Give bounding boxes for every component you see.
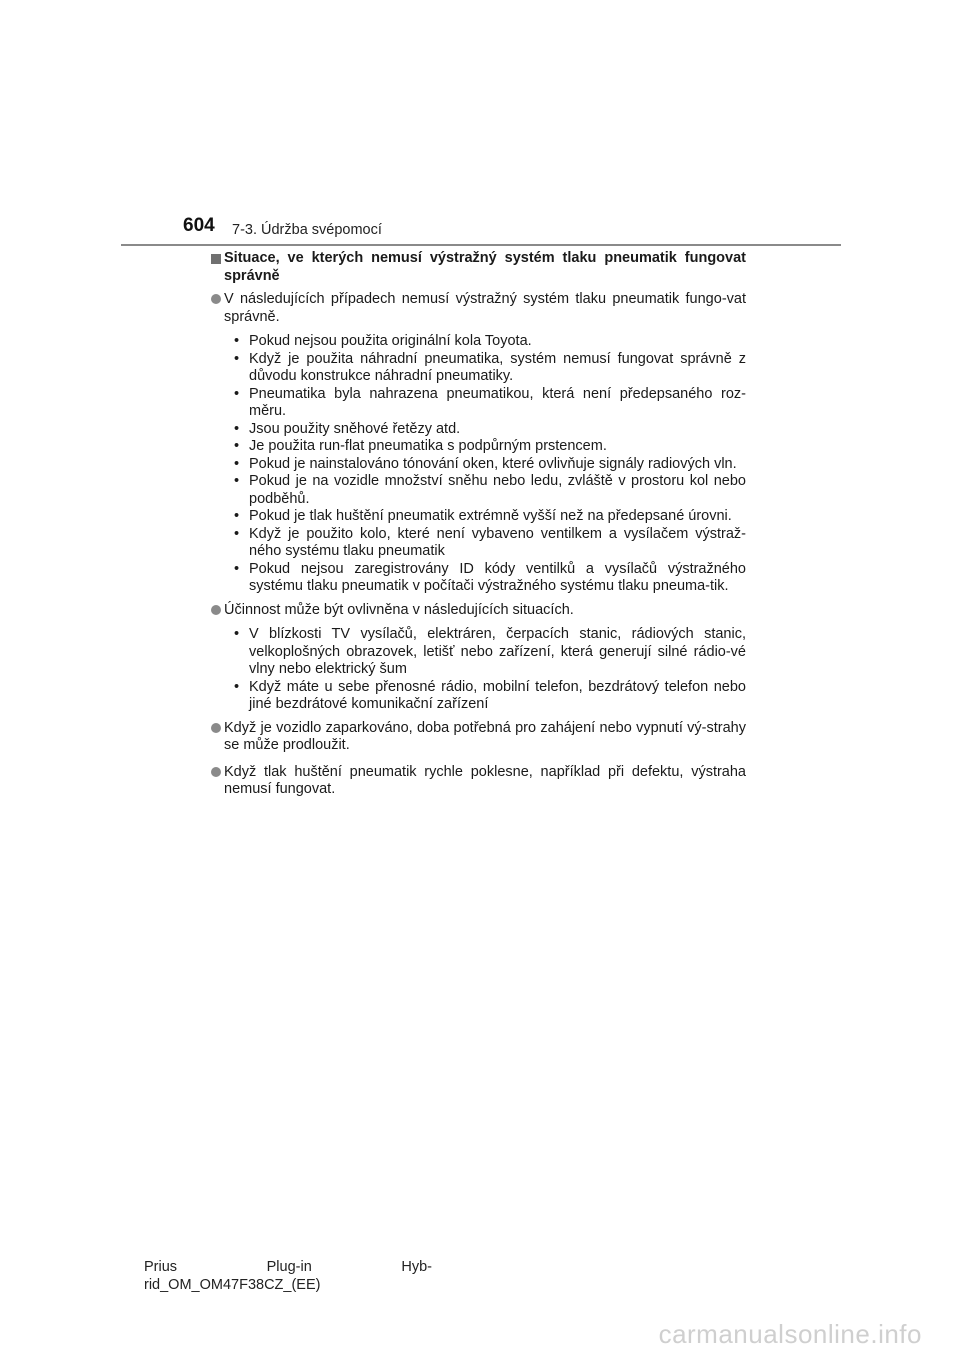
bullet-item: • Pokud je na vozidle množství sněhu nebo ledu, zvláště v prostoru kol nebo podběhů. xyxy=(211,473,746,508)
square-marker-icon xyxy=(211,254,221,264)
circle-bullet-icon xyxy=(211,723,221,733)
bullet-list xyxy=(211,626,746,714)
header-rule xyxy=(121,244,841,246)
bullet-item: • Pokud je nainstalováno tónování oken, které ovlivňuje signály radiových vln. xyxy=(211,456,746,474)
footer-line-1 xyxy=(144,1258,432,1276)
page-number: 604 xyxy=(183,215,215,236)
footer-word: Prius xyxy=(144,1259,178,1275)
list-item xyxy=(211,720,746,755)
bullet-item: • Pokud je tlak huštění pneumatik extrémně vyšší než na předepsané úrovni. xyxy=(211,508,746,526)
bullet-item: • Pneumatika byla nahrazena pneumatikou, která není předepsaného roz-měru. xyxy=(211,386,746,421)
watermark: carmanualsonline.info xyxy=(658,1319,922,1349)
item-text: Účinnost může být ovlivněna v následujících situacích. xyxy=(224,601,574,618)
item-text: Když je vozidlo zaparkováno, doba potřebná pro zahájení nebo vypnutí vý-strahy se může prodloužit. xyxy=(224,719,746,753)
circle-bullet-icon xyxy=(211,767,221,777)
footer-line-2: rid_OM_OM47F38CZ_(EE) xyxy=(144,1277,321,1293)
circle-bullet-icon xyxy=(211,605,221,615)
bullet-item: • Když je použito kolo, které není vybaveno ventilkem a vysílačem výstraž-ného systému tlaku pneumatik xyxy=(211,526,746,561)
main-content xyxy=(211,250,746,799)
list-item xyxy=(211,764,746,799)
footer xyxy=(144,1258,444,1294)
bullet-item: • Když máte u sebe přenosné rádio, mobilní telefon, bezdrátový telefon nebo jiné bezdrátové komunikační zařízení xyxy=(211,679,746,714)
bullet-item: • Pokud nejsou použita originální kola Toyota. xyxy=(211,333,746,351)
bullet-item: • Když je použita náhradní pneumatika, systém nemusí fungovat správně z důvodu konstrukce náhradní pneumatiky. xyxy=(211,351,746,386)
section-title: 7-3. Údržba svépomocí xyxy=(232,222,382,238)
bullet-item: • Pokud nejsou zaregistrovány ID kódy ventilků a vysílačů výstražného systému tlaku pneumatik v počítači výstražného systému tlaku pneuma-tik. xyxy=(211,561,746,596)
bullet-item: • Je použita run-flat pneumatika s podpůrným prstencem. xyxy=(211,438,746,456)
list-item xyxy=(211,602,746,620)
section-heading xyxy=(211,250,746,285)
item-text: V následujících případech nemusí výstražný systém tlaku pneumatik fungo-vat správně. xyxy=(224,291,746,325)
list-item xyxy=(211,291,746,326)
bullet-list xyxy=(211,333,746,596)
circle-bullet-icon xyxy=(211,294,221,304)
item-text: Když tlak huštění pneumatik rychle poklesne, například při defektu, výstraha nemusí fungovat. xyxy=(224,763,746,797)
footer-word: Plug-in xyxy=(266,1259,312,1275)
bullet-item: • Jsou použity sněhové řetězy atd. xyxy=(211,421,746,439)
footer-word: Hyb- xyxy=(401,1259,432,1275)
bullet-item: • V blízkosti TV vysílačů, elektráren, čerpacích stanic, rádiových stanic, velkoplošných obrazovek, letišť nebo zařízení, která generují silné rádio-vé vlny nebo elektrický šum xyxy=(211,626,746,679)
heading-text: Situace, ve kterých nemusí výstražný systém tlaku pneumatik fungovat správně xyxy=(224,250,746,284)
